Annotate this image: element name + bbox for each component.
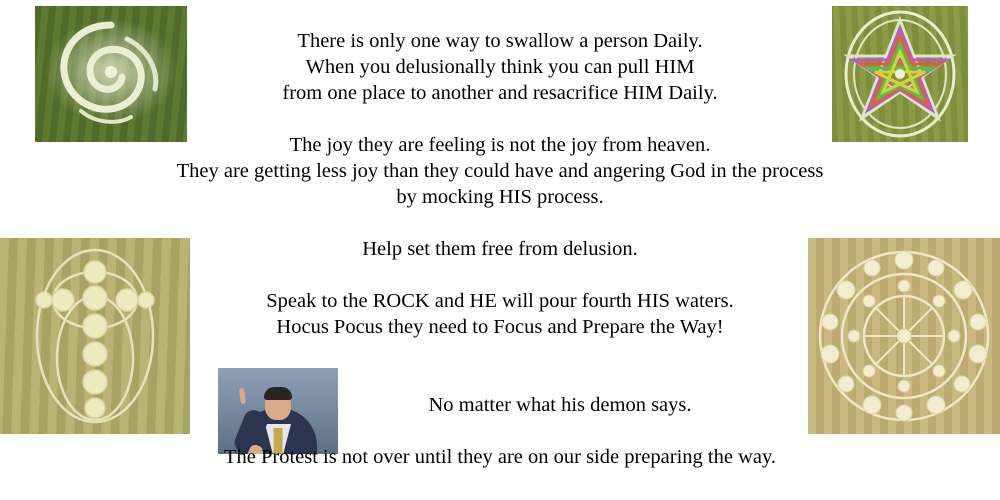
cross-formation-glyph <box>0 238 190 434</box>
crop-circle-spiral-image <box>35 6 187 142</box>
message-line: They are getting less joy than they could have and angering God in the process <box>176 160 824 182</box>
preacher-pointing-finger <box>239 388 246 405</box>
message-line: from one place to another and resacrifice HIM Daily. <box>282 82 718 104</box>
message-line: Hocus Pocus they need to Focus and Prepare the Way! <box>276 316 724 338</box>
demon-caption-line: No matter what his demon says. <box>428 394 692 416</box>
pentagram-glyph <box>832 6 968 142</box>
preacher-hair <box>264 387 292 400</box>
mandala-formation-glyph <box>808 238 1000 434</box>
line-gap <box>0 210 1000 236</box>
preacher-tie <box>274 428 283 454</box>
message-line: Help set them free from delusion. <box>362 238 638 260</box>
message-line: by mocking HIS process. <box>396 186 604 208</box>
preacher-photo <box>218 368 338 454</box>
message-line: Speak to the ROCK and HE will pour fourth HIS waters. <box>266 290 734 312</box>
crop-circle-pentagram-image <box>832 6 968 142</box>
spiral-glyph <box>51 15 171 133</box>
closing-line: The Protest is not over until they are on our side preparing the way. <box>223 446 777 468</box>
message-line: The joy they are feeling is not the joy from heaven. <box>289 134 711 156</box>
message-line: When you delusionally think you can pull HIM <box>305 56 695 78</box>
crop-circle-mandala-image <box>808 238 1000 434</box>
message-line: There is only one way to swallow a person Daily. <box>297 30 703 52</box>
crop-circle-cross-image <box>0 238 190 434</box>
